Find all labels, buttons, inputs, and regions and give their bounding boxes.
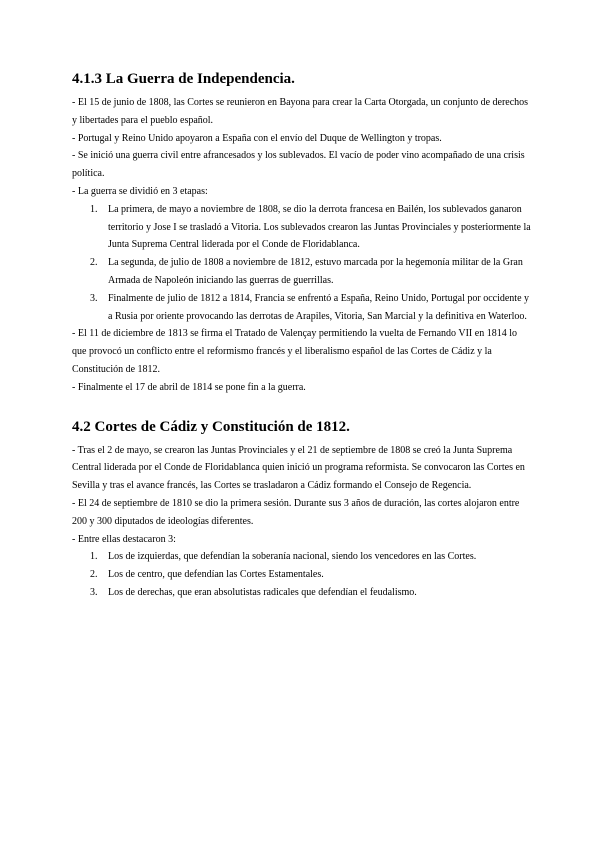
paragraph: - Portugal y Reino Unido apoyaron a España con el envío del Duque de Wellington y tropas. bbox=[72, 132, 442, 144]
list-item bbox=[72, 290, 532, 326]
list-number: 2. bbox=[90, 569, 98, 581]
paragraph: - Finalmente el 17 de abril de 1814 se pone fin a la guerra. bbox=[72, 381, 306, 393]
section-heading-cortes-cadiz: 4.2 Cortes de Cádiz y Constitución de 1812. bbox=[72, 418, 350, 435]
document-content bbox=[72, 70, 532, 602]
paragraph: - El 15 de junio de 1808, las Cortes se reunieron en Bayona para crear la Carta Otorgada, un conjunto de derechos y libertades para el pueblo español. bbox=[72, 97, 529, 126]
list-item-text: La primera, de mayo a noviembre de 1808, se dio la derrota francesa en Bailén, los sublevados ganaron territorio y Jose I se trasladó a Vitoria. Los sublevados crearon las Juntas Provinciales y posteriormente la Junta Suprema Central liderada por el Conde de Floridablanca. bbox=[108, 203, 531, 251]
list-item bbox=[72, 548, 532, 566]
list-number: 1. bbox=[90, 551, 98, 563]
list-item bbox=[72, 254, 532, 290]
list-item bbox=[72, 566, 532, 584]
list-number: 3. bbox=[90, 292, 98, 304]
paragraph: - El 24 de septiembre de 1810 se dio la primera sesión. Durante sus 3 años de duración, las cortes alojaron entre 200 y 300 diputados de ideologías diferentes. bbox=[72, 497, 520, 527]
stages-list bbox=[72, 201, 532, 326]
list-item-text: Los de centro, que defendían las Cortes Estamentales. bbox=[108, 569, 324, 581]
list-item-text: Finalmente de julio de 1812 a 1814, Francia se enfrentó a España, Reino Unido, Portugal por occidente y a Rusia por oriente provocando las derrotas de Arapiles, Vitoria, San Marcial y la definitiva en Waterloo. bbox=[108, 292, 530, 322]
section-heading-guerra-independencia: 4.1.3 La Guerra de Independencia. bbox=[72, 71, 295, 87]
list-number: 3. bbox=[90, 586, 98, 598]
paragraph: - Entre ellas destacaron 3: bbox=[72, 533, 176, 545]
list-item-text: Los de izquierdas, que defendían la soberanía nacional, siendo los vencedores en las Cortes. bbox=[108, 551, 477, 563]
list-item-text: La segunda, de julio de 1808 a noviembre de 1812, estuvo marcada por la hegemonía militar de la Gran Armada de Napoleón iniciando las guerras de guerrillas. bbox=[108, 257, 523, 286]
ideology-groups-list bbox=[72, 548, 532, 601]
list-number: 1. bbox=[90, 203, 98, 215]
paragraph: - La guerra se dividió en 3 etapas: bbox=[72, 185, 208, 197]
list-number: 2. bbox=[90, 257, 98, 269]
list-item-text: Los de derechas, que eran absolutistas radicales que defendían el feudalismo. bbox=[108, 586, 417, 598]
paragraph: - Se inició una guerra civil entre afrancesados y los sublevados. El vacío de poder vino acompañado de una crisis política. bbox=[72, 150, 525, 180]
paragraph: - Tras el 2 de mayo, se crearon las Juntas Provinciales y el 21 de septiembre de 1808 se creó la Junta Suprema Central liderada por el Conde de Floridablanca quien inició un programa reformista. Se convocaron las Cortes en Sevilla y tras el avance francés, las Cortes se trasladaron a Cádiz formando el Consejo de Regencia. bbox=[72, 444, 525, 492]
paragraph: - El 11 de diciembre de 1813 se firma el Tratado de Valençay permitiendo la vuelta de Fernando VII en 1814 lo que provocó un conflicto entre el reformismo francés y el liberalismo español de las Cortes de Cádiz y la Constitución de 1812. bbox=[72, 328, 517, 375]
list-item bbox=[72, 201, 532, 254]
list-item bbox=[72, 584, 532, 602]
